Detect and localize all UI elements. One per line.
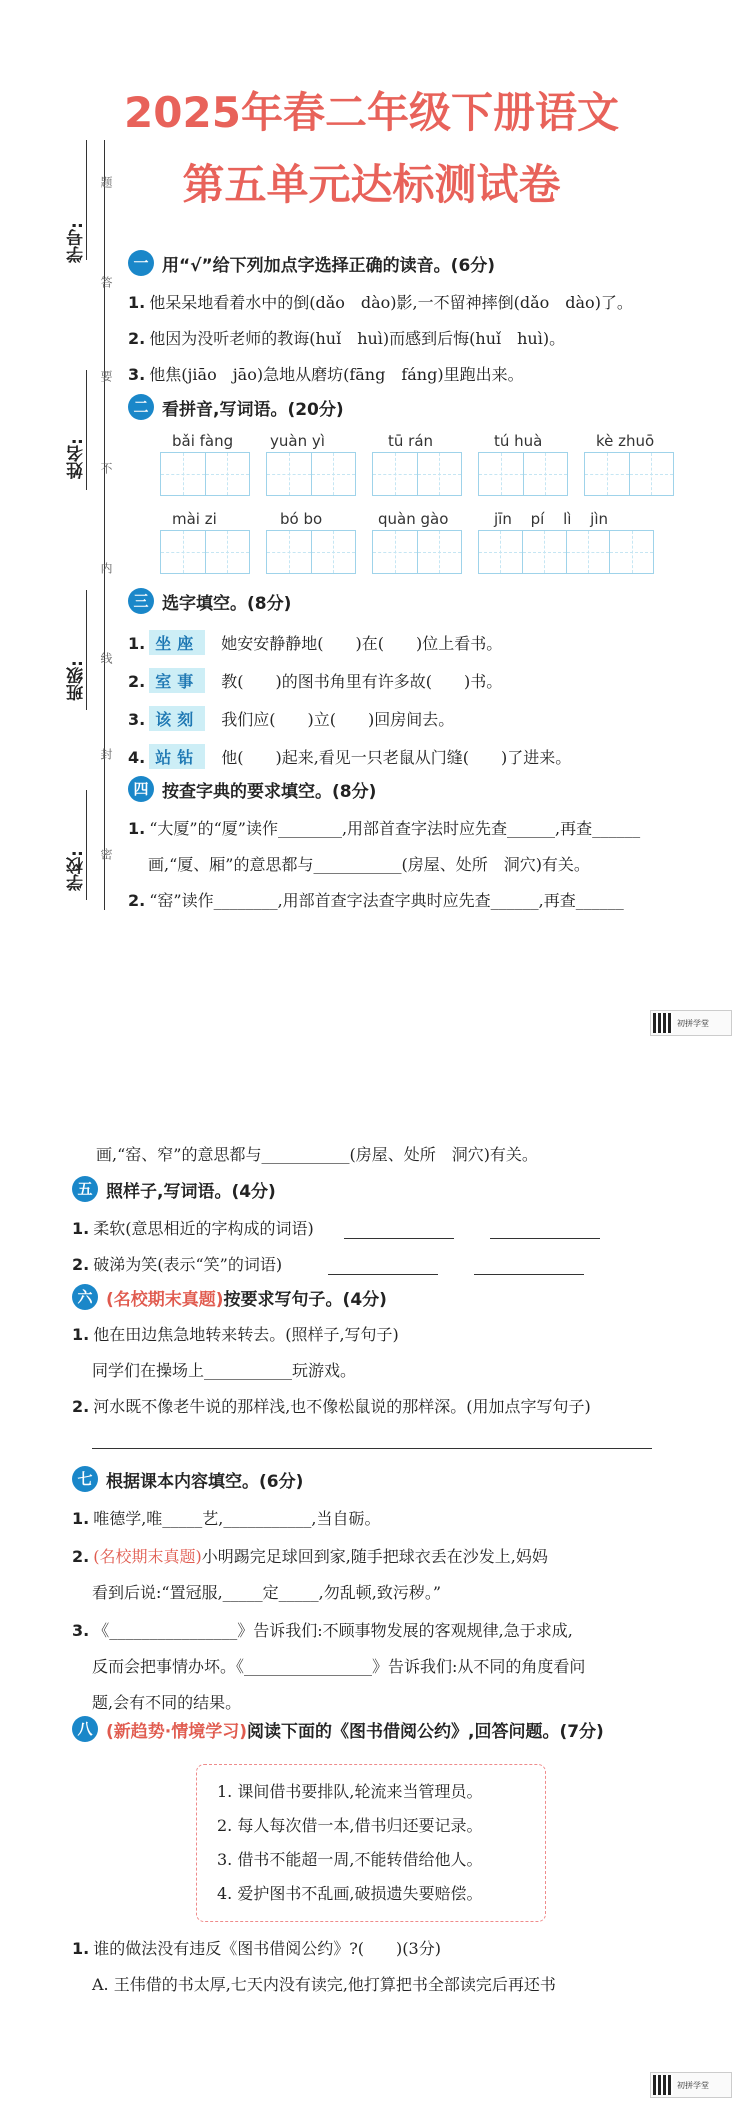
borrowing-rules-box bbox=[196, 1764, 546, 1922]
question-line: 1. “大厦”的“厦”读作________,用部首查字法时应先查______,再查______ bbox=[128, 819, 641, 838]
question-item: 3. 他焦(jiāo jāo)急地从磨坊(fāng fáng)里跑出来。 bbox=[128, 365, 524, 384]
section-number-badge: 四 bbox=[128, 776, 154, 802]
writing-grid[interactable] bbox=[266, 530, 356, 574]
writing-grid[interactable] bbox=[266, 452, 356, 496]
class-blank bbox=[86, 590, 87, 710]
question-line: 画,“窑、窄”的意思都与___________(房屋、处所 洞穴)有关。 bbox=[96, 1145, 538, 1164]
section-title: 用“√”给下列加点字选择正确的读音。(6分) bbox=[162, 255, 496, 276]
qr-code-icon bbox=[653, 1013, 673, 1033]
question-line: 看到后说:“置冠服,_____定_____,勿乱顿,致污秽。” bbox=[92, 1583, 442, 1602]
question-line: 画,“厦、厢”的意思都与___________(房屋、处所 洞穴)有关。 bbox=[148, 855, 590, 874]
writing-grid[interactable] bbox=[478, 452, 568, 496]
section-source-tag: (新趋势·情境学习) bbox=[106, 1721, 247, 1742]
writing-grid[interactable] bbox=[160, 452, 250, 496]
seal-char: 答 bbox=[99, 276, 113, 288]
pinyin-label: quàn gào bbox=[378, 510, 449, 528]
section-2-heading bbox=[128, 394, 344, 420]
section-title: 看拼音,写词语。(20分) bbox=[162, 399, 344, 420]
pinyin-label: tū rán bbox=[388, 432, 434, 450]
writing-grid[interactable] bbox=[478, 530, 654, 574]
question-item: 4. 站钻 他( )起来,看见一只老鼠从门缝( )了进来。 bbox=[128, 744, 571, 769]
question-line: 同学们在操场上___________玩游戏。 bbox=[92, 1361, 357, 1380]
section-title: 按要求写句子。(4分) bbox=[223, 1289, 387, 1310]
section-4-heading bbox=[128, 776, 376, 802]
section-title: 照样子,写词语。(4分) bbox=[106, 1181, 276, 1202]
section-title: 选字填空。(8分) bbox=[162, 593, 292, 614]
section-number-badge: 三 bbox=[128, 588, 154, 614]
section-number-badge: 二 bbox=[128, 394, 154, 420]
name-blank bbox=[86, 370, 87, 490]
seal-char: 密 bbox=[99, 848, 113, 860]
school-blank bbox=[86, 790, 87, 900]
question-line: 题,会有不同的结果。 bbox=[92, 1693, 242, 1712]
section-number-badge: 六 bbox=[72, 1284, 98, 1310]
writing-grid[interactable] bbox=[584, 452, 674, 496]
writing-grid[interactable] bbox=[160, 530, 250, 574]
question-item: 2. 室事 教( )的图书角里有许多故( )书。 bbox=[128, 668, 502, 693]
school-label: 学校: bbox=[67, 850, 87, 891]
seal-char: 封 bbox=[99, 748, 113, 760]
question-item: 1. 谁的做法没有违反《图书借阅公约》?( )(3分) bbox=[72, 1939, 441, 1958]
section-5-heading bbox=[72, 1176, 276, 1202]
choice-tag: 坐座 bbox=[149, 630, 205, 655]
choice-tag: 该刻 bbox=[149, 706, 205, 731]
section-number-badge: 一 bbox=[128, 250, 154, 276]
section-number-badge: 五 bbox=[72, 1176, 98, 1202]
section-title: 按查字典的要求填空。(8分) bbox=[162, 781, 377, 802]
rule-item: 1. 课间借书要排队,轮流来当管理员。 bbox=[217, 1782, 483, 1801]
question-item: 2. 破涕为笑(表示“笑”的词语) bbox=[72, 1252, 584, 1275]
seal-char: 内 bbox=[99, 562, 113, 574]
class-label: 班级: bbox=[67, 660, 87, 701]
question-item: 1. 柔软(意思相近的字构成的词语) bbox=[72, 1216, 600, 1239]
question-item: 1. 他呆呆地看着水中的倒(dǎo dào)影,一不留神摔倒(dǎo dào)了。 bbox=[128, 293, 633, 312]
pinyin-label: tú huà bbox=[494, 432, 543, 450]
student-no-label: 学号: bbox=[67, 222, 87, 263]
qr-watermark: 初拼学堂 bbox=[650, 2072, 732, 2098]
section-number-badge: 八 bbox=[72, 1716, 98, 1742]
question-item: 1. 坐座 她安安静静地( )在( )位上看书。 bbox=[128, 630, 502, 655]
page-title-line2: 第五单元达标测试卷 bbox=[182, 160, 561, 209]
seal-char: 要 bbox=[99, 370, 113, 382]
question-line: 反而会把事情办坏。《________________》告诉我们:从不同的角度看问 bbox=[92, 1657, 586, 1676]
section-number-badge: 七 bbox=[72, 1466, 98, 1492]
rule-item: 2. 每人每次借一本,借书归还要记录。 bbox=[217, 1816, 483, 1835]
question-item: 3. 该刻 我们应( )立( )回房间去。 bbox=[128, 706, 454, 731]
seal-char: 不 bbox=[99, 462, 113, 474]
section-7-heading bbox=[72, 1466, 303, 1492]
qr-code-icon bbox=[653, 2075, 673, 2095]
writing-grid[interactable] bbox=[372, 452, 462, 496]
section-1-heading bbox=[128, 250, 495, 276]
question-item: 1. 唯德学,唯_____艺,___________,当自砺。 bbox=[72, 1509, 381, 1528]
writing-grid[interactable] bbox=[372, 530, 462, 574]
section-6-heading bbox=[72, 1284, 387, 1310]
question-line: 2. “窑”读作________,用部首查字法查字典时应先查______,再查______ bbox=[128, 891, 624, 910]
choice-tag: 站钻 bbox=[149, 744, 205, 769]
question-item: 3. 《________________》告诉我们:不顾事物发展的客观规律,急于求成, bbox=[72, 1621, 573, 1640]
question-item: 2. 河水既不像老牛说的那样浅,也不像松鼠说的那样深。(用加点字写句子) bbox=[72, 1397, 591, 1416]
section-8-heading bbox=[72, 1716, 604, 1742]
choice-tag: 室事 bbox=[149, 668, 205, 693]
pinyin-label: mài zi bbox=[172, 510, 217, 528]
section-title: 阅读下面的《图书借阅公约》,回答问题。(7分) bbox=[247, 1721, 604, 1742]
question-source-tag: (名校期末真题) bbox=[93, 1547, 202, 1566]
option-a: A. 王伟借的书太厚,七天内没有读完,他打算把书全部读完后再还书 bbox=[92, 1975, 556, 1994]
page-title-line1: 2025年春二年级下册语文 bbox=[124, 88, 619, 137]
question-item: 1. 他在田边焦急地转来转去。(照样子,写句子) bbox=[72, 1325, 399, 1344]
answer-line[interactable] bbox=[92, 1448, 652, 1449]
pinyin-label: jīn pí lì jìn bbox=[494, 510, 609, 528]
pinyin-label: bó bo bbox=[280, 510, 323, 528]
section-3-heading bbox=[128, 588, 291, 614]
section-source-tag: (名校期末真题) bbox=[106, 1289, 224, 1310]
name-label: 姓名: bbox=[67, 438, 87, 479]
question-item: 2. (名校期末真题)小明踢完足球回到家,随手把球衣丢在沙发上,妈妈 bbox=[72, 1547, 548, 1566]
pinyin-label: yuàn yì bbox=[270, 432, 325, 450]
section-title: 根据课本内容填空。(6分) bbox=[106, 1471, 304, 1492]
pinyin-label: kè zhuō bbox=[596, 432, 655, 450]
student-no-blank bbox=[86, 140, 87, 260]
pinyin-label: bǎi fàng bbox=[172, 432, 234, 450]
seal-char: 线 bbox=[99, 652, 113, 664]
binding-line bbox=[104, 140, 105, 910]
rule-item: 4. 爱护图书不乱画,破损遗失要赔偿。 bbox=[217, 1884, 483, 1903]
question-item: 2. 他因为没听老师的教诲(huǐ huì)而感到后悔(huǐ huì)。 bbox=[128, 329, 566, 348]
rule-item: 3. 借书不能超一周,不能转借给他人。 bbox=[217, 1850, 483, 1869]
qr-watermark: 初拼学堂 bbox=[650, 1010, 732, 1036]
seal-char: 题 bbox=[99, 176, 113, 188]
